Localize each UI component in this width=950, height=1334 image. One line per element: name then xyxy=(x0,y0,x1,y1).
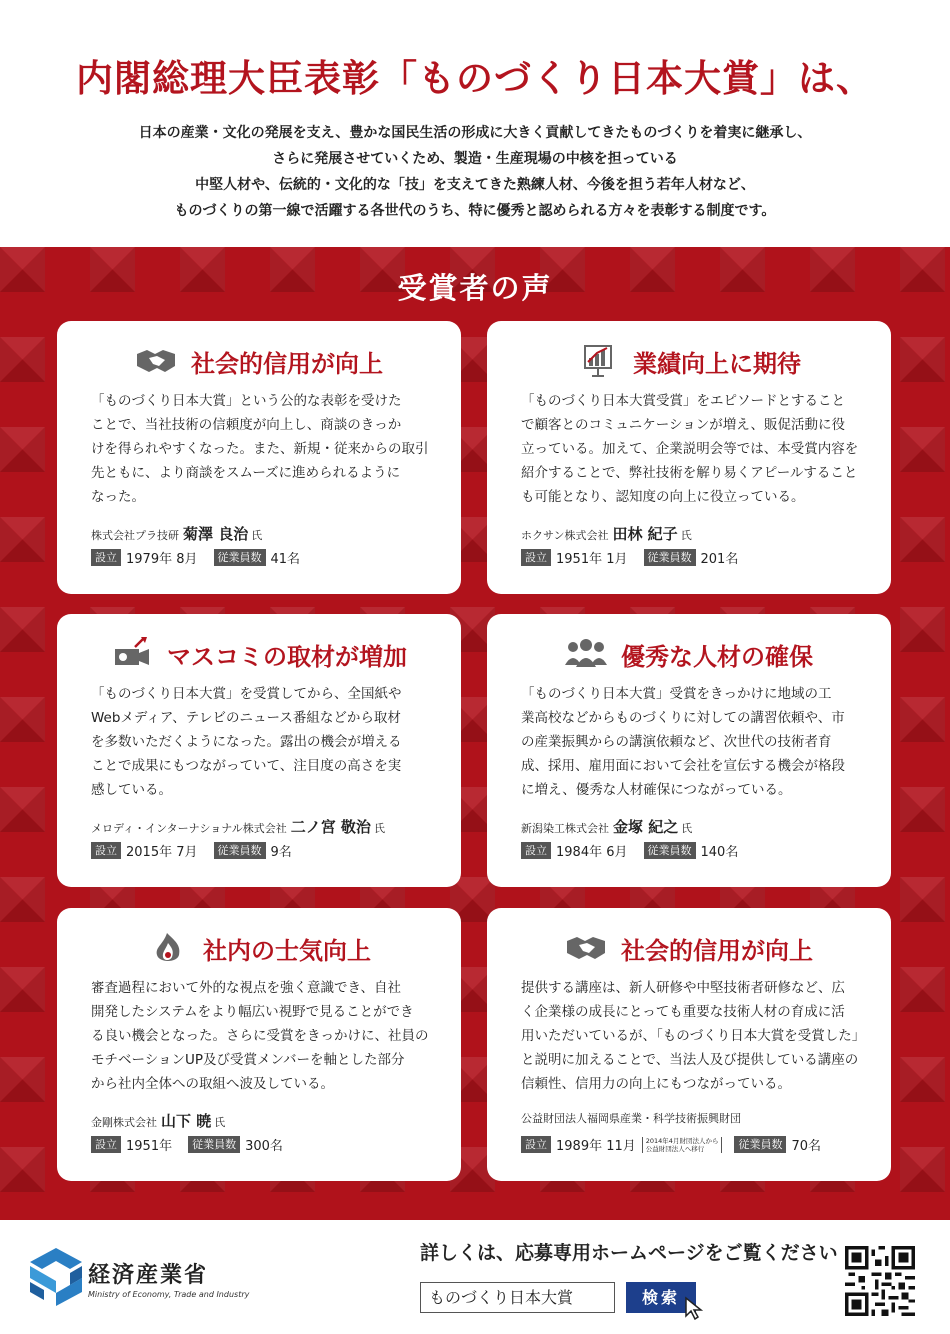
card-body-line: を多数いただくようになった。露出の機会が増える xyxy=(91,734,402,750)
card-body-line: 「ものづくり日本大賞」受賞をきっかけに地域の工 xyxy=(521,686,832,702)
founded-tag: 設立 xyxy=(91,549,121,566)
card-body-line: 成、採用、雇用面において会社を宣伝する機会が格段 xyxy=(521,758,845,774)
founded-value: 1979年 8月 xyxy=(126,552,198,567)
intro-text xyxy=(0,120,950,224)
card-meta xyxy=(521,548,738,567)
flame-icon xyxy=(147,931,189,965)
employees-tag: 従業員数 xyxy=(214,549,266,566)
employees-tag: 従業員数 xyxy=(644,549,696,566)
employees-value: 201名 xyxy=(700,552,739,567)
card-body-line: と説明に加えることで、当法人及び提供している講座の xyxy=(521,1052,859,1068)
card-person xyxy=(521,523,692,544)
company-name: 金剛株式会社 xyxy=(91,1116,157,1129)
card-body-line: 先ともに、より商談をスムーズに進められるように xyxy=(91,465,401,481)
intro-line: 中堅人材や、伝統的・文化的な「技」を支えてきた熟練人材、今後を担う若年人材など、 xyxy=(195,177,755,193)
card-body-line: から社内全体への取組へ波及している。 xyxy=(91,1076,334,1092)
employees-value: 300名 xyxy=(245,1139,283,1154)
handshake-icon xyxy=(565,931,607,965)
people-icon xyxy=(565,637,607,671)
founded-value: 1951年 1月 xyxy=(556,552,628,567)
card-body xyxy=(521,976,866,1096)
card-body-line: 立っている。加えて、企業説明会等では、本受賞内容を xyxy=(521,441,859,457)
card-body-line: で顧客とのコミュニケーションが増え、販促活動に役 xyxy=(521,417,845,433)
testimonial-card xyxy=(57,321,461,594)
card-body-line: 信頼性、信用力の向上にもつながっている。 xyxy=(521,1076,791,1092)
card-body-line: 用いただいているが、「ものづくり日本大賞を受賞した」 xyxy=(521,1028,866,1044)
card-meta xyxy=(521,841,738,860)
intro-line: 日本の産業・文化の発展を支え、豊かな国民生活の形成に大きく貢献してきたものづくりを着実に継承し、 xyxy=(138,125,812,141)
card-body-line: 開発したシステムをより幅広い視野で見ることができ xyxy=(91,1004,414,1020)
founded-tag: 設立 xyxy=(521,549,551,566)
qr-code-icon[interactable] xyxy=(845,1246,915,1316)
founded-value: 1989年 11月 xyxy=(556,1139,636,1154)
testimonial-card xyxy=(57,908,461,1181)
company-name: 新潟染工株式会社 xyxy=(521,822,609,835)
employees-value: 70名 xyxy=(791,1139,821,1154)
employees-value: 41名 xyxy=(270,552,301,567)
company-name: メロディ・インターナショナル株式会社 xyxy=(91,822,287,835)
employees-tag: 従業員数 xyxy=(188,1136,240,1153)
card-body-line: る良い機会となった。さらに受賞をきっかけに、社員の xyxy=(91,1028,429,1044)
card-body-line: 審査過程において外的な視点を強く意識でき、自社 xyxy=(91,980,401,996)
person-name: 二ノ宮 敬治 xyxy=(290,818,371,836)
founded-value: 1984年 6月 xyxy=(556,845,628,860)
card-person xyxy=(91,1110,225,1131)
employees-tag: 従業員数 xyxy=(734,1136,786,1153)
card-body-line: に増え、優秀な人材確保につながっている。 xyxy=(521,782,792,798)
card-header xyxy=(57,339,461,383)
founded-tag: 設立 xyxy=(91,1136,121,1153)
founded-note xyxy=(642,1137,723,1153)
card-body-line: の産業振興からの講演依頼など、次世代の技術者育 xyxy=(521,734,832,750)
company-name: 公益財団法人福岡県産業・科学技術振興財団 xyxy=(521,1112,741,1125)
card-title: 優秀な人材の確保 xyxy=(621,642,813,671)
company-name: ホクサン株式会社 xyxy=(521,529,609,542)
card-body-line: 「ものづくり日本大賞」という公的な表彰を受けた xyxy=(91,393,402,409)
card-title: マスコミの取材が増加 xyxy=(167,642,407,671)
card-person xyxy=(91,816,385,837)
card-body xyxy=(91,976,431,1096)
person-name: 金塚 紀之 xyxy=(613,818,679,836)
testimonial-card xyxy=(487,321,891,594)
chart-presentation-icon xyxy=(577,344,619,378)
card-person xyxy=(521,1110,741,1126)
card-body xyxy=(521,389,861,509)
card-meta xyxy=(91,548,300,567)
honorific: 氏 xyxy=(680,529,692,542)
card-title: 社内の士気向上 xyxy=(203,936,371,965)
card-body-line: けを得られやすくなった。また、新規・従来からの取引 xyxy=(91,441,429,457)
founded-tag: 設立 xyxy=(521,842,551,859)
person-name: 田林 紀子 xyxy=(612,525,678,543)
search-button[interactable]: 検索 xyxy=(626,1282,696,1313)
card-body xyxy=(91,389,431,509)
testimonial-card xyxy=(57,614,461,887)
card-body-line: モチベーションUP及び受賞メンバーを軸とした部分 xyxy=(91,1052,405,1068)
card-title: 社会的信用が向上 xyxy=(621,936,813,965)
card-header xyxy=(487,339,891,383)
card-meta xyxy=(91,1135,283,1154)
founded-note-line: 2014年4月財団法人から xyxy=(645,1136,719,1145)
card-meta xyxy=(521,1135,821,1154)
founded-value: 1951年 xyxy=(126,1139,173,1154)
card-title: 業績向上に期待 xyxy=(633,349,801,378)
employees-tag: 従業員数 xyxy=(214,842,266,859)
card-header xyxy=(487,632,891,676)
intro-line: さらに発展させていくため、製造・生産現場の中核を担っている xyxy=(272,151,678,167)
card-body-line: 業高校などからものづくりに対しての講習依頼や、市 xyxy=(521,710,845,726)
card-body-line: 感している。 xyxy=(91,782,172,798)
person-name: 山下 暁 xyxy=(161,1112,212,1130)
card-body-line: 紹介することで、弊社技術を解り易くアピールすること xyxy=(521,465,858,481)
employees-tag: 従業員数 xyxy=(644,842,696,859)
honorific: 氏 xyxy=(251,529,263,542)
card-body-line: なった。 xyxy=(91,489,145,505)
card-body-line: Webメディア、テレビのニュース番組などから取材 xyxy=(91,710,401,726)
employees-value: 140名 xyxy=(700,845,739,860)
meti-logo-icon xyxy=(30,1248,82,1306)
card-body-line: 提供する講座は、新人研修や中堅技術者研修など、広 xyxy=(521,980,845,996)
camera-icon xyxy=(111,637,153,671)
card-person xyxy=(91,523,262,544)
section-title: 受賞者の声 xyxy=(397,271,553,305)
card-body xyxy=(521,682,861,802)
honorific: 氏 xyxy=(373,822,385,835)
ministry-name: 経済産業省 xyxy=(88,1263,209,1288)
card-header xyxy=(57,632,461,676)
card-body-line: ことで、当社技術の信頼度が向上し、商談のきっか xyxy=(91,417,402,433)
testimonial-card xyxy=(487,908,891,1181)
search-input[interactable]: ものづくり日本大賞 xyxy=(420,1282,615,1313)
page-title: 内閣総理大臣表彰「ものづくり日本大賞」は、 xyxy=(76,57,874,100)
cursor-icon xyxy=(684,1296,704,1320)
card-header xyxy=(487,926,891,970)
testimonial-card xyxy=(487,614,891,887)
ministry-name-en: Ministry of Economy, Trade and Industry xyxy=(88,1290,250,1299)
card-body-line: ことで成果にもつながっていて、注目度の高さを実 xyxy=(91,758,402,774)
person-name: 菊澤 良治 xyxy=(183,525,249,543)
card-body-line: 「ものづくり日本大賞受賞」をエピソードとすること xyxy=(521,393,845,409)
card-title: 社会的信用が向上 xyxy=(191,349,383,378)
founded-tag: 設立 xyxy=(521,1136,551,1153)
card-body-line: く企業様の成長にとっても重要な技術人材の育成に活 xyxy=(521,1004,845,1020)
founded-tag: 設立 xyxy=(91,842,121,859)
card-header xyxy=(57,926,461,970)
card-body-line: 「ものづくり日本大賞」を受賞してから、全国紙や xyxy=(91,686,402,702)
details-text: 詳しくは、応募専用ホームページをご覧ください xyxy=(420,1242,838,1264)
card-body-line: も可能となり、認知度の向上に役立っている。 xyxy=(521,489,805,505)
honorific: 氏 xyxy=(681,822,693,835)
founded-note-line: 公益財団法人へ移行 xyxy=(645,1144,705,1153)
handshake-icon xyxy=(135,344,177,378)
footer xyxy=(0,1220,950,1334)
card-meta xyxy=(91,841,292,860)
card-body xyxy=(91,682,431,802)
intro-line: ものづくりの第一線で活躍する各世代のうち、特に優秀と認められる方々を表彰する制度です。 xyxy=(174,203,776,219)
founded-value: 2015年 7月 xyxy=(126,845,198,860)
card-person xyxy=(521,816,692,837)
company-name: 株式会社プラ技研 xyxy=(91,529,179,542)
honorific: 氏 xyxy=(214,1116,226,1129)
employees-value: 9名 xyxy=(270,845,292,860)
